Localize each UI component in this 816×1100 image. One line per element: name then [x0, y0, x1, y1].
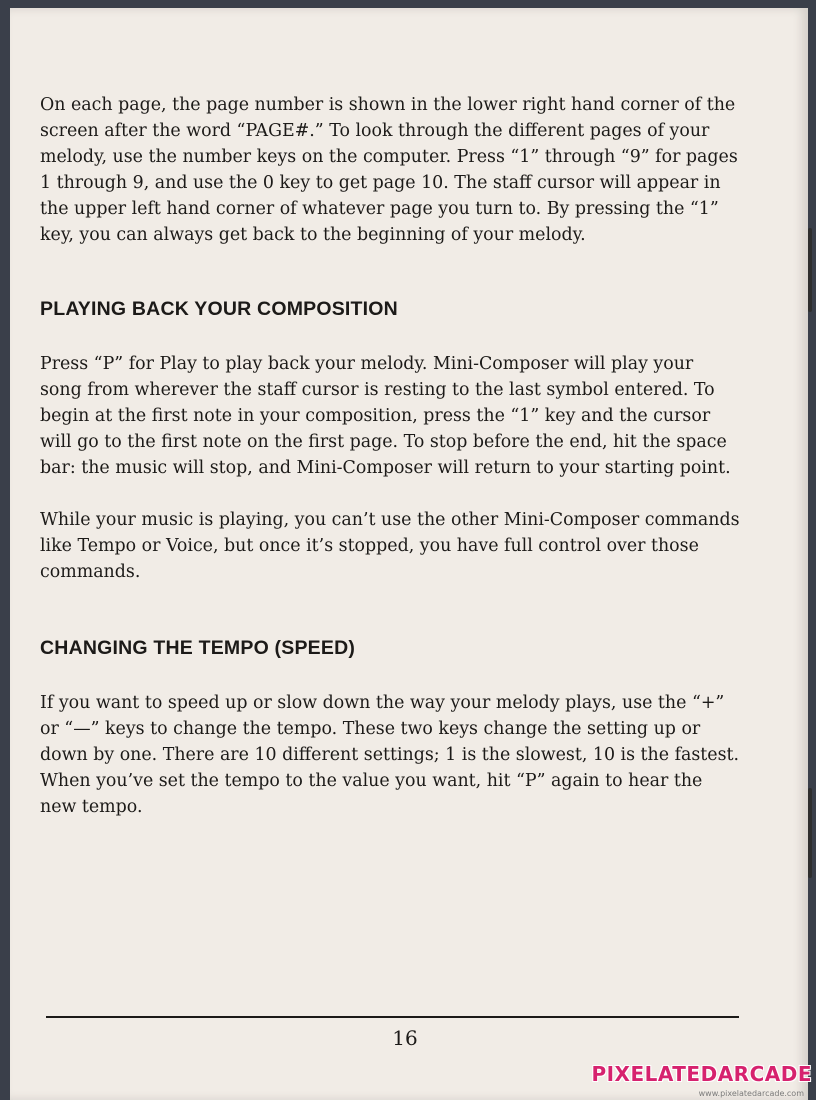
- paragraph-page-navigation: On each page, the page number is shown in the lower right hand corner of the screen after the word “PAGE#.” To look through the different pages of your melody, use the number keys on the computer. Press “1” through “9” for pages 1 through 9, and use the 0 key to get page 10. The staff cursor will appear in the upper left hand corner of whatever page you turn to. By pressing the “1” key, you can always get back to the beginning of your melody.: [40, 95, 738, 245]
- binding-staple-top: [808, 228, 812, 312]
- paragraph-play: Press “P” for Play to play back your melody. Mini-Composer will play your song from wherever the staff cursor is resting to the last symbol entered. To begin at the first note in your composition, press the “1” key and the cursor will go to the first note on the first page. To stop before the end, hit the space bar: the music will stop, and Mini-Composer will return to your starting point.: [40, 354, 731, 478]
- heading-playing-back: PLAYING BACK YOUR COMPOSITION: [40, 298, 398, 320]
- page-number: 16: [392, 1026, 418, 1050]
- watermark-url: www.pixelatedarcade.com: [698, 1089, 804, 1098]
- watermark-brand: PIXELATEDARCADE: [591, 1062, 812, 1086]
- footer-rule: [46, 1016, 739, 1018]
- heading-changing-tempo: CHANGING THE TEMPO (SPEED): [40, 637, 356, 659]
- paragraph-while-playing: While your music is playing, you can’t use the other Mini-Composer commands like Tempo or Voice, but once it’s stopped, you have full control over those commands.: [40, 510, 740, 582]
- page-content: [40, 80, 740, 820]
- binding-staple-bottom: [808, 788, 812, 878]
- paragraph-tempo: If you want to speed up or slow down the way your melody plays, use the “+” or “—” keys to change the tempo. These two keys change the setting up or down by one. There are 10 different settings; 1 is the slowest, 10 is the fastest. When you’ve set the tempo to the value you want, hit “P” again to hear the new tempo.: [40, 693, 740, 817]
